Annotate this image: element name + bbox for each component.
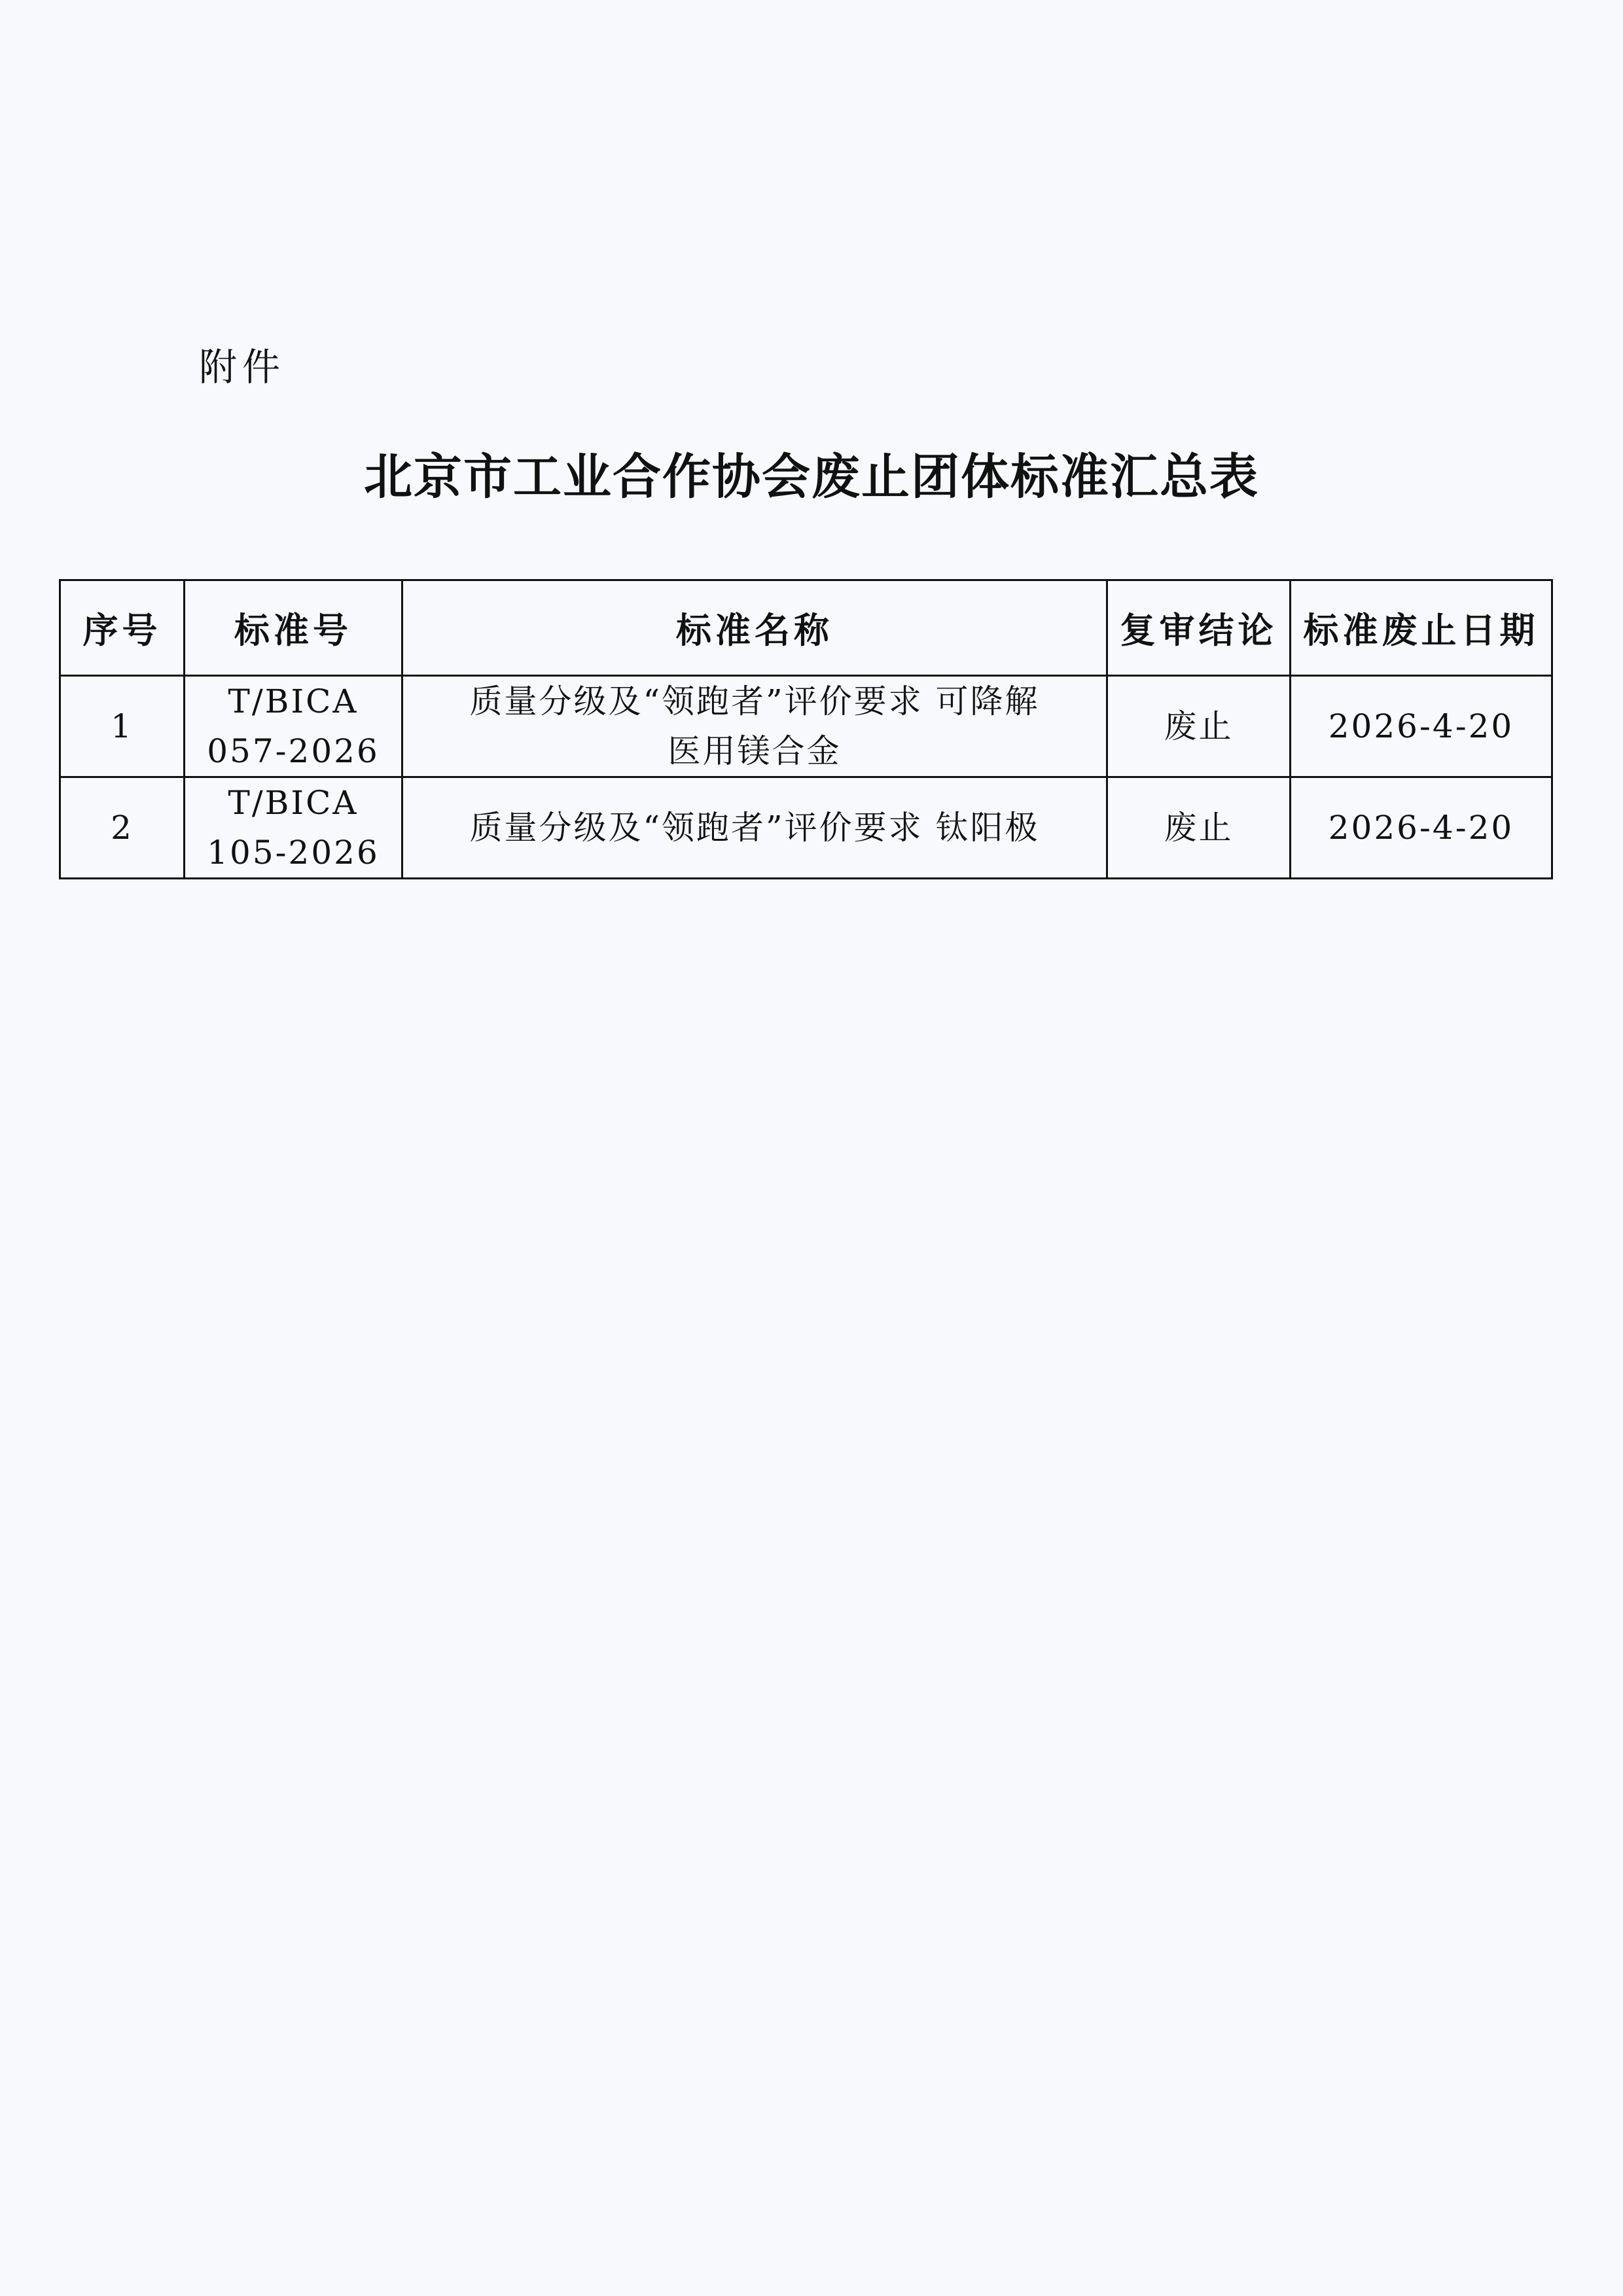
abolished-standards-table <box>59 579 1553 879</box>
table-row <box>60 676 1552 777</box>
name-line: 医用镁合金 <box>668 732 842 770</box>
cell-standard-name <box>402 777 1107 879</box>
header-standard-code: 标准号 <box>185 580 402 676</box>
name-line: 质量分级及“领跑者”评价要求 可降解 <box>469 682 1040 720</box>
cell-standard-name <box>402 676 1107 777</box>
cell-review-conclusion: 废止 <box>1107 676 1291 777</box>
header-seq: 序号 <box>60 580 185 676</box>
header-standard-name: 标准名称 <box>402 580 1107 676</box>
code-line: 057-2026 <box>207 732 380 770</box>
table-header-row <box>60 580 1552 676</box>
table-row <box>60 777 1552 879</box>
cell-standard-code <box>185 676 402 777</box>
code-line: 105-2026 <box>207 834 380 872</box>
code-line: T/BICA <box>228 784 359 822</box>
cell-seq: 1 <box>60 676 185 777</box>
header-abolish-date: 标准废止日期 <box>1291 580 1552 676</box>
cell-abolish-date: 2026-4-20 <box>1291 676 1552 777</box>
page-title: 北京市工业合作协会废止团体标准汇总表 <box>364 449 1259 505</box>
attachment-label: 附件 <box>199 345 286 389</box>
cell-seq: 2 <box>60 777 185 879</box>
cell-abolish-date: 2026-4-20 <box>1291 777 1552 879</box>
header-review-conclusion: 复审结论 <box>1107 580 1291 676</box>
cell-review-conclusion: 废止 <box>1107 777 1291 879</box>
code-line: T/BICA <box>228 682 359 720</box>
name-line: 质量分级及“领跑者”评价要求 钛阳极 <box>469 809 1040 847</box>
cell-standard-code <box>185 777 402 879</box>
